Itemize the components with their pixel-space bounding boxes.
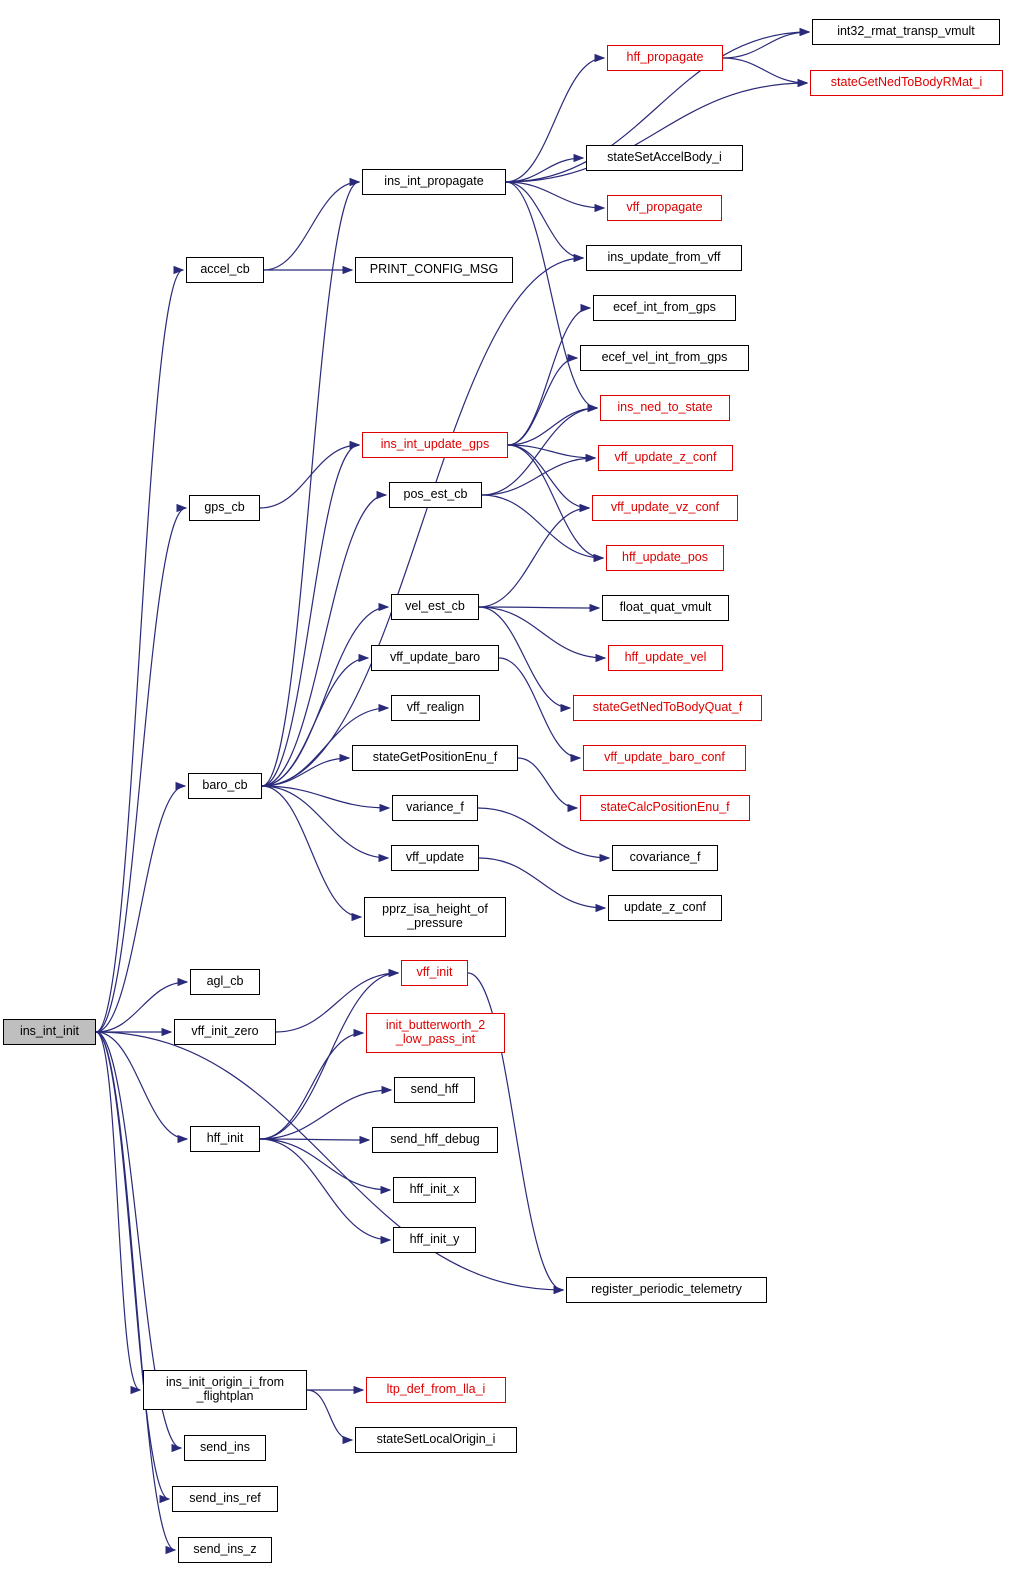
graph-edge <box>506 182 583 258</box>
graph-edge <box>508 308 590 445</box>
graph-node-label: ecef_vel_int_from_gps <box>601 350 728 365</box>
graph-node-ecef_int_from_gps[interactable] <box>593 295 736 321</box>
graph-edge <box>508 445 595 458</box>
graph-node-label: ecef_int_from_gps <box>613 300 716 315</box>
graph-node-label: ins_init_origin_i_from _flightplan <box>165 1375 285 1403</box>
graph-node-stateGetNedToBodyQuat_f[interactable] <box>573 695 762 721</box>
graph-node-label: vff_update_z_conf <box>614 450 717 465</box>
graph-node-label: vff_update_baro_conf <box>604 750 725 765</box>
graph-node-label: hff_update_pos <box>622 550 708 565</box>
graph-node-label: hff_propagate <box>626 50 704 65</box>
graph-node-hff_update_pos[interactable] <box>606 545 724 571</box>
graph-node-baro_cb[interactable] <box>188 773 262 799</box>
graph-node-hff_update_vel[interactable] <box>608 645 723 671</box>
graph-node-label: stateSetAccelBody_i <box>607 150 722 165</box>
graph-node-update_z_conf[interactable] <box>608 895 722 921</box>
graph-node-pprz_isa_height_of_pressure[interactable] <box>364 897 506 937</box>
graph-node-stateGetNedToBodyRMat_i[interactable] <box>810 70 1003 96</box>
graph-edge <box>482 495 603 558</box>
graph-node-label: stateGetPositionEnu_f <box>372 750 498 765</box>
graph-node-label: send_ins_z <box>193 1542 257 1557</box>
graph-node-label: stateCalcPositionEnu_f <box>600 800 730 815</box>
graph-node-ins_init_origin_i_from_flightplan[interactable] <box>143 1370 307 1410</box>
graph-edge <box>96 270 183 1032</box>
graph-node-label: variance_f <box>406 800 464 815</box>
graph-node-label: float_quat_vmult <box>619 600 712 615</box>
graph-node-int32_rmat_transp_vmult[interactable] <box>812 19 1000 45</box>
graph-node-label: hff_init_y <box>409 1232 460 1247</box>
graph-node-ins_update_from_vff[interactable] <box>586 245 742 271</box>
graph-node-label: send_hff_debug <box>390 1132 480 1147</box>
graph-node-label: ltp_def_from_lla_i <box>386 1382 486 1397</box>
graph-edge <box>264 182 359 270</box>
graph-node-label: send_ins <box>199 1440 251 1455</box>
graph-node-hff_init_y[interactable] <box>393 1227 476 1253</box>
graph-node-vff_update_vz_conf[interactable] <box>592 495 738 521</box>
graph-node-register_periodic_telemetry[interactable] <box>566 1277 767 1303</box>
graph-node-stateSetLocalOrigin_i[interactable] <box>355 1427 517 1453</box>
graph-node-label: send_ins_ref <box>189 1491 261 1506</box>
graph-edge <box>260 1139 369 1140</box>
graph-node-label: ins_int_propagate <box>384 174 484 189</box>
graph-node-ltp_def_from_lla_i[interactable] <box>366 1377 506 1403</box>
graph-node-vff_realign[interactable] <box>391 695 480 721</box>
graph-node-label: hff_init_x <box>409 1182 460 1197</box>
graph-edge <box>262 786 361 917</box>
graph-edge <box>96 786 185 1032</box>
graph-edge <box>96 508 186 1032</box>
graph-node-label: vff_propagate <box>626 200 703 215</box>
graph-node-hff_init[interactable] <box>190 1126 260 1152</box>
graph-node-ins_int_propagate[interactable] <box>362 169 506 195</box>
graph-edge <box>96 1032 169 1499</box>
graph-node-vff_init[interactable] <box>401 960 468 986</box>
graph-edge <box>260 1139 390 1240</box>
graph-edge <box>260 1139 390 1190</box>
graph-node-label: agl_cb <box>206 974 244 989</box>
graph-node-label: covariance_f <box>629 850 701 865</box>
graph-node-label: int32_rmat_transp_vmult <box>837 24 975 39</box>
graph-node-label: register_periodic_telemetry <box>591 1282 742 1297</box>
graph-node-label: ins_update_from_vff <box>607 250 721 265</box>
graph-node-covariance_f[interactable] <box>612 845 718 871</box>
graph-node-label: pprz_isa_height_of _pressure <box>382 902 488 930</box>
graph-node-label: hff_update_vel <box>624 650 707 665</box>
graph-node-send_ins_ref[interactable] <box>172 1486 278 1512</box>
graph-node-stateCalcPositionEnu_f[interactable] <box>580 795 750 821</box>
graph-node-label: vff_update <box>405 850 465 865</box>
graph-node-vff_update_z_conf[interactable] <box>598 445 733 471</box>
graph-node-agl_cb[interactable] <box>190 969 260 995</box>
graph-node-label: init_butterworth_2 _low_pass_int <box>385 1018 486 1046</box>
graph-node-send_hff_debug[interactable] <box>372 1127 498 1153</box>
graph-node-label: vff_realign <box>406 700 465 715</box>
graph-edge <box>96 1032 175 1550</box>
graph-node-variance_f[interactable] <box>392 795 478 821</box>
graph-node-label: hff_init <box>206 1131 244 1146</box>
graph-node-label: vff_update_baro <box>389 650 481 665</box>
graph-node-ecef_vel_int_from_gps[interactable] <box>580 345 749 371</box>
graph-node-send_ins[interactable] <box>184 1435 266 1461</box>
graph-node-ins_ned_to_state[interactable] <box>600 395 730 421</box>
graph-edge <box>96 1032 563 1290</box>
graph-edge <box>506 182 597 408</box>
graph-node-ins_int_init[interactable] <box>3 1019 96 1045</box>
graph-node-label: stateGetNedToBodyQuat_f <box>592 700 743 715</box>
graph-node-label: ins_int_update_gps <box>380 437 490 452</box>
graph-node-float_quat_vmult[interactable] <box>602 595 729 621</box>
graph-node-label: vff_init <box>416 965 453 980</box>
graph-node-label: pos_est_cb <box>403 487 468 502</box>
graph-node-vff_update[interactable] <box>391 845 479 871</box>
graph-node-vff_update_baro_conf[interactable] <box>583 745 746 771</box>
graph-node-label: stateGetNedToBodyRMat_i <box>830 75 983 90</box>
graph-edge <box>479 607 599 608</box>
graph-node-accel_cb[interactable] <box>186 257 264 283</box>
graph-edge <box>307 1390 352 1440</box>
graph-node-label: vff_update_vz_conf <box>610 500 720 515</box>
graph-node-label: vel_est_cb <box>405 599 465 614</box>
graph-node-hff_propagate[interactable] <box>607 45 723 71</box>
graph-node-stateGetPositionEnu_f[interactable] <box>352 745 518 771</box>
graph-node-label: vff_init_zero <box>191 1024 259 1039</box>
graph-node-label: ins_int_init <box>19 1024 80 1039</box>
graph-node-label: send_hff <box>410 1082 459 1097</box>
graph-node-vff_init_zero[interactable] <box>174 1019 276 1045</box>
graph-node-label: PRINT_CONFIG_MSG <box>369 262 499 277</box>
graph-node-vel_est_cb[interactable] <box>391 594 479 620</box>
graph-node-ins_int_update_gps[interactable] <box>362 432 508 458</box>
graph-edge <box>508 358 577 445</box>
graph-edge <box>723 32 809 58</box>
graph-node-label: gps_cb <box>204 500 245 515</box>
graph-node-init_butterworth_2_low_pass_int[interactable] <box>366 1013 505 1053</box>
graph-node-label: update_z_conf <box>623 900 706 915</box>
graph-edge <box>506 182 604 208</box>
graph-node-label: baro_cb <box>202 778 248 793</box>
graph-node-send_hff[interactable] <box>394 1077 475 1103</box>
graph-edge <box>479 508 589 607</box>
graph-node-label: ins_ned_to_state <box>617 400 713 415</box>
graph-node-PRINT_CONFIG_MSG[interactable] <box>355 257 513 283</box>
graph-edge <box>262 445 359 786</box>
graph-node-vff_update_baro[interactable] <box>371 645 499 671</box>
graph-edge <box>518 758 577 808</box>
graph-edge <box>723 58 807 83</box>
graph-node-gps_cb[interactable] <box>189 495 260 521</box>
graph-node-label: stateSetLocalOrigin_i <box>376 1432 496 1447</box>
graph-node-pos_est_cb[interactable] <box>389 482 482 508</box>
graph-edge <box>508 445 603 558</box>
graph-node-vff_propagate[interactable] <box>607 195 722 221</box>
graph-node-hff_init_x[interactable] <box>393 1177 476 1203</box>
graph-node-stateSetAccelBody_i[interactable] <box>586 145 743 171</box>
graph-node-send_ins_z[interactable] <box>178 1537 272 1563</box>
graph-node-label: accel_cb <box>200 262 250 277</box>
